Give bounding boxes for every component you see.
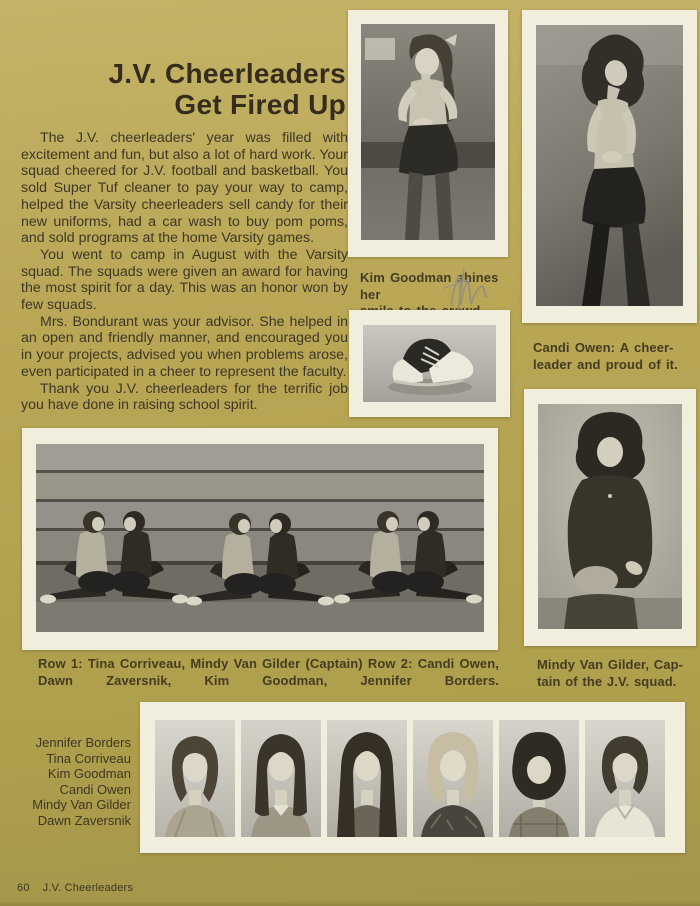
photo-frame-portrait-strip (140, 702, 685, 853)
portrait-photo-kim-goodman (327, 720, 407, 837)
roster-name: Candi Owen (59, 781, 131, 797)
page-title (20, 58, 346, 120)
squad-group-photo (36, 444, 484, 632)
photo-frame-squad-group (22, 428, 498, 650)
roster-list (20, 735, 131, 829)
article-paragraph: Thank you J.V. cheerleaders for the terrific job you have done in raising school spirit. (21, 380, 348, 414)
portrait-photo-jennifer-borders (155, 720, 235, 837)
caption-candi-line2: leader and proud of it. (533, 356, 678, 372)
page-footer (17, 882, 133, 894)
article-paragraph: Mrs. Bondurant was your advisor. She helped in an open and friendly manner, and encouraged you in your projects, advised you when problems arose, even participated in a cheer to represent the faculty. (21, 313, 348, 380)
caption-mindy-line1: Mindy Van Gilder, Cap- (537, 657, 684, 672)
portrait-photo-tina-corriveau (241, 720, 321, 837)
mindy-van-gilder-photo (538, 404, 682, 629)
photo-frame-candi-owen (522, 10, 697, 323)
caption-candi-owen (533, 340, 687, 373)
caption-squad-group: Row 1: Tina Corriveau, Mindy Van Gilder (Captain) Row 2: Candi Owen, Dawn Zaversnik, Kim Goodman, Jennifer Borders. (38, 656, 499, 688)
caption-mindy-line2: tain of the J.V. squad. (537, 673, 677, 689)
portrait-row (155, 720, 665, 837)
page-title-line2: Get Fired Up (174, 89, 346, 120)
saddle-shoe-photo (363, 325, 496, 402)
caption-mindy-van-gilder (537, 657, 691, 690)
roster-name: Jennifer Borders (35, 735, 131, 750)
photo-frame-kim-goodman (348, 10, 508, 257)
candi-owen-photo (536, 25, 683, 306)
roster-name: Dawn Zaversnik (37, 812, 131, 828)
portrait-photo-dawn-zaversnik (585, 720, 665, 837)
page-title-line1: J.V. Cheerleaders (108, 58, 346, 89)
article-body (21, 130, 348, 414)
roster-name: Mindy Van Gilder (32, 797, 131, 813)
page-number: 60 (17, 882, 30, 894)
section-label: J.V. Cheerleaders (42, 882, 134, 894)
kim-goodman-photo (361, 24, 495, 240)
portrait-photo-mindy-van-gilder (499, 720, 579, 837)
article-paragraph: The J.V. cheerleaders' year was filled with excitement and fun, but also a lot of hard work. Your squad cheered for J.V. football and basketball. You sold Super Tuf cleaner to pay your way to camp, helped the Varsity cheerleaders sell candy for their new uniforms, had a car wash to buy pom poms, and sold programs at the home Varsity games. (21, 130, 348, 247)
photo-frame-mindy-van-gilder (524, 389, 696, 646)
photo-frame-saddle-shoe (349, 310, 510, 417)
roster-name: Tina Corriveau (46, 750, 131, 766)
portrait-photo-candi-owen (413, 720, 493, 837)
article-paragraph: You went to camp in August with the Varsity squad. The squads were given an award for having the most spirit for a day. This was an honor won by few squads. (21, 246, 348, 314)
caption-kim-line1: Kim Goodman shines her (360, 270, 499, 302)
caption-candi-line1: Candi Owen: A cheer- (533, 340, 674, 355)
roster-name: Kim Goodman (47, 766, 131, 782)
